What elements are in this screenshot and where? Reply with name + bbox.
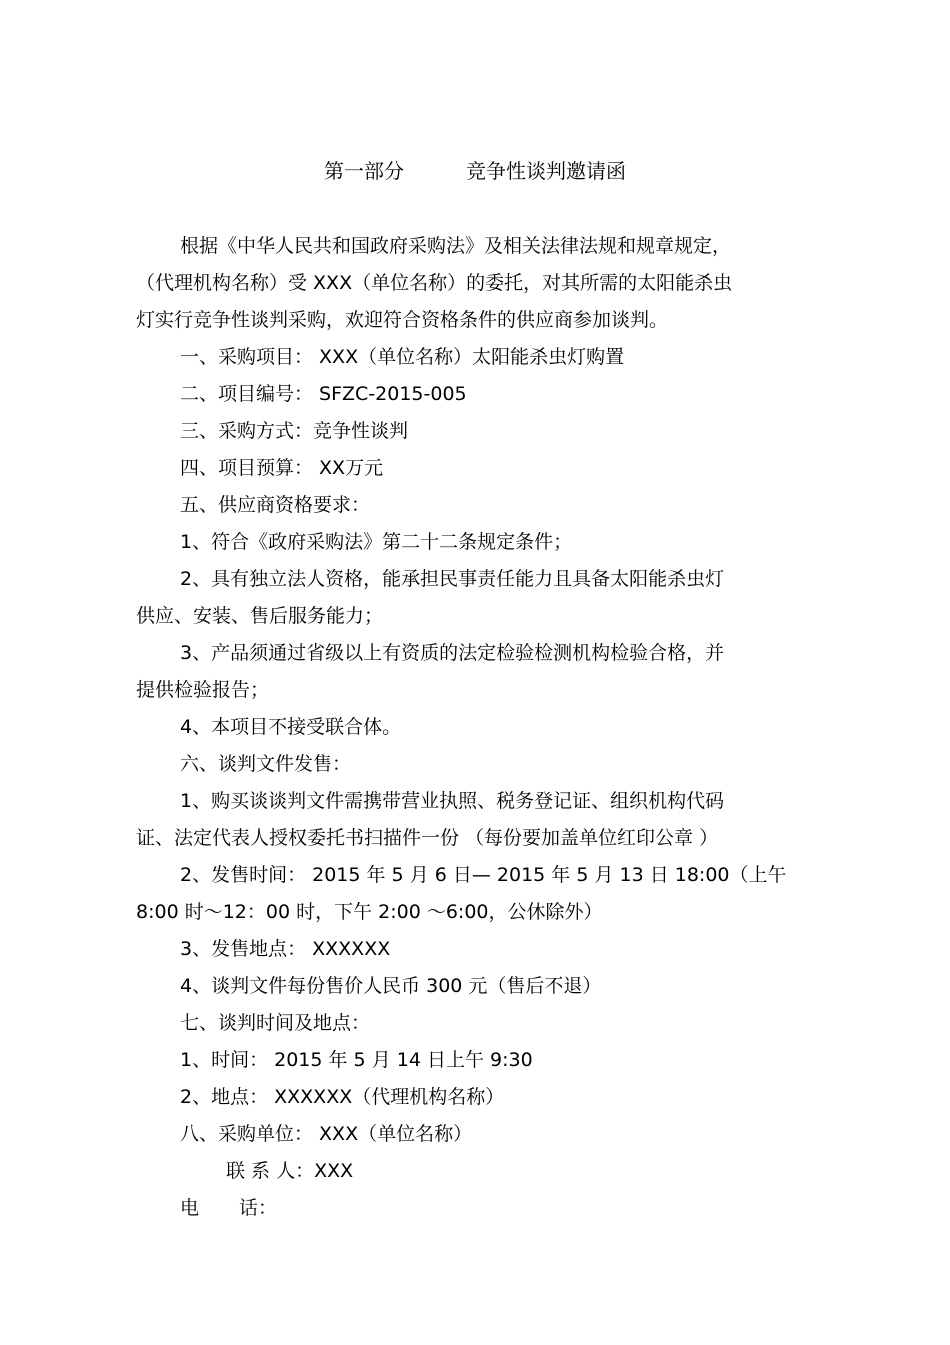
- qualification-2-cont: 供应、安装、售后服务能力；: [136, 605, 384, 627]
- document-body: [136, 228, 826, 1227]
- negotiation-time: 1、时间： 2015 年 5 月 14 日上午 9:30: [180, 1049, 533, 1071]
- sale-4: 4、谈判文件每份售价人民币 300 元（售后不退）: [180, 975, 602, 997]
- title-part: 第一部分: [324, 159, 404, 183]
- phone-label-a: 电: [180, 1197, 200, 1219]
- sale-2-cont: 8:00 时～12：00 时，下午 2:00 ～6:00，公休除外）: [136, 901, 603, 923]
- sale-1-cont: 证、法定代表人授权委托书扫描件一份 （每份要加盖单位红印公章 ）: [136, 827, 719, 849]
- section-qualification: 五、供应商资格要求：: [180, 494, 371, 516]
- sale-1: 1、购买谈谈判文件需携带营业执照、税务登记证、组织机构代码: [180, 790, 725, 812]
- qualification-1: 1、符合《政府采购法》第二十二条规定条件；: [180, 531, 573, 553]
- page-title: [0, 155, 950, 187]
- negotiation-place: 2、地点： XXXXXX（代理机构名称）: [180, 1086, 505, 1108]
- qualification-2: 2、具有独立法人资格，能承担民事责任能力且具备太阳能杀虫灯: [180, 568, 725, 590]
- section-purchaser: 八、采购单位： XXX（单位名称）: [180, 1123, 473, 1145]
- phone-line: [136, 1190, 826, 1227]
- sale-3: 3、发售地点： XXXXXX: [180, 938, 391, 960]
- section-document-sale: 六、谈判文件发售：: [180, 753, 352, 775]
- qualification-4: 4、本项目不接受联合体。: [180, 716, 402, 738]
- item-procurement-method: 三、采购方式：竞争性谈判: [180, 420, 409, 442]
- phone-label-b: 话：: [239, 1197, 278, 1219]
- intro-line-2: （代理机构名称）受 XXX（单位名称）的委托，对其所需的太阳能杀虫: [136, 272, 733, 294]
- title-name: 竞争性谈判邀请函: [466, 159, 626, 183]
- item-project: 一、采购项目： XXX（单位名称）太阳能杀虫灯购置: [180, 346, 625, 368]
- section-negotiation: 七、谈判时间及地点：: [180, 1012, 371, 1034]
- qualification-3-cont: 提供检验报告；: [136, 679, 270, 701]
- qualification-3: 3、产品须通过省级以上有资质的法定检验检测机构检验合格，并: [180, 642, 725, 664]
- item-project-number: 二、项目编号： SFZC-2015-005: [180, 383, 467, 405]
- intro-line-3: 灯实行竞争性谈判采购，欢迎符合资格条件的供应商参加谈判。: [136, 309, 669, 331]
- sale-2: 2、发售时间： 2015 年 5 月 6 日— 2015 年 5 月 13 日 18:00（上午: [180, 864, 787, 886]
- contact-person: 联 系 人：XXX: [226, 1160, 354, 1182]
- intro-line-1: 根据《中华人民共和国政府采购法》及相关法律法规和规章规定，: [180, 235, 732, 257]
- item-budget: 四、项目预算： XX万元: [180, 457, 384, 479]
